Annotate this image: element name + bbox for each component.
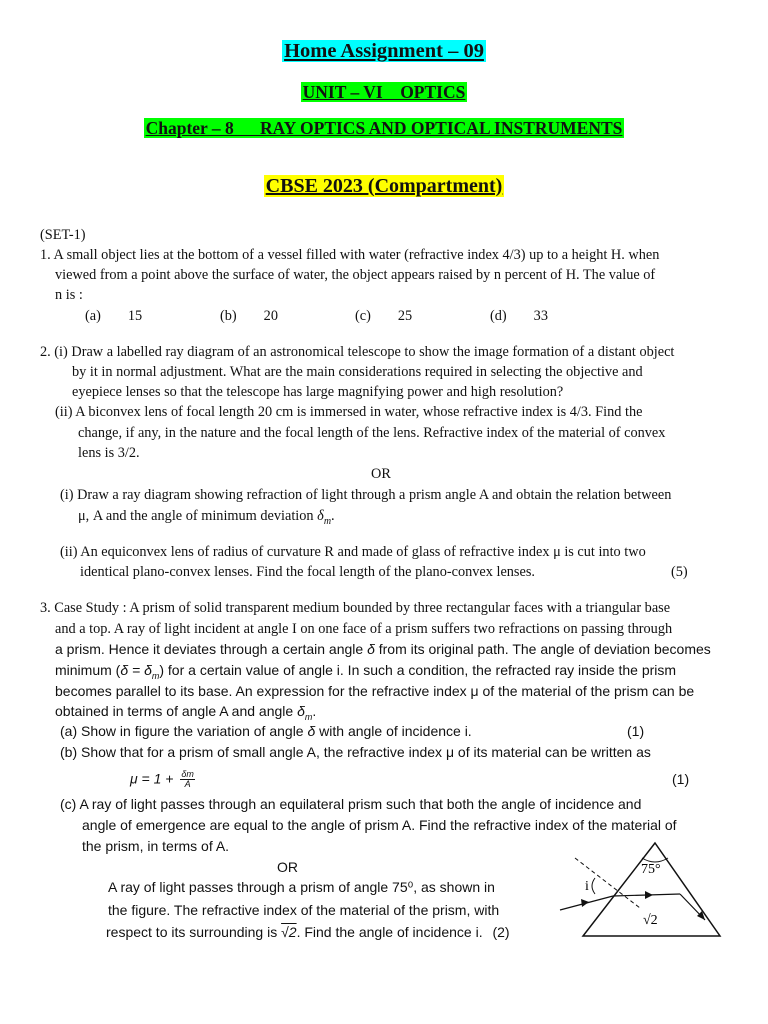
unit-highlight: UNIT – VI OPTICS [302, 82, 466, 102]
q1-option-c [355, 308, 412, 325]
q2-ii-line-2: change, if any, in the nature and the focal length of the lens. Refractive index of the material of convex [78, 425, 666, 441]
text: ) for a certain value of angle i. In such a condition, the refracted ray inside the prism [159, 662, 677, 678]
q3-part-b: (b) Show that for a prism of small angle A, the refractive index μ of its material can be written as [60, 744, 651, 760]
q3-part-b-formula [130, 770, 195, 790]
q3-part-c-line-3: the prism, in terms of A. [82, 838, 230, 854]
prism-figure [545, 838, 735, 948]
text: respect to its surrounding is [106, 924, 278, 940]
delta-symbol: δ [307, 723, 316, 739]
q2-ii-line-1: (ii) A biconvex lens of focal length 20 cm is immersed in water, whose refractive index is 4/3. Find the [55, 404, 643, 420]
option-value: 20 [263, 308, 278, 324]
q3-line-2: and a top. A ray of light incident at angle I on one face of a prism suffers two refractions on passing through [55, 621, 673, 637]
page-title [0, 40, 768, 63]
q1-option-b [220, 308, 278, 325]
unit-heading [0, 82, 768, 103]
q3-part-a [60, 724, 472, 738]
q2-i-line-2: by it in normal adjustment. What are the main considerations required in selecting the objective and [72, 364, 643, 380]
sqrt-two: √2 [281, 924, 297, 940]
option-label: (b) [220, 308, 237, 324]
option-value: 25 [397, 308, 413, 324]
text: a prism. Hence it deviates through a certain angle [55, 641, 364, 657]
q3-alt-line-1: A ray of light passes through a prism of angle 75⁰, as shown in [108, 879, 495, 895]
option-value: 33 [533, 308, 548, 324]
q3-line-3 [55, 642, 711, 656]
formula-lhs: μ = 1 + [130, 770, 174, 787]
set-label: (SET-1) [40, 227, 86, 243]
q3-part-a-marks: (1) [627, 723, 645, 739]
delta-symbol: δ [297, 703, 305, 719]
q3-alt-line-3 [106, 925, 510, 939]
q2-alt-i-line-1: (i) Draw a ray diagram showing refraction of light through a prism angle A and obtain the relation between [60, 487, 672, 503]
refracted-arrow [645, 891, 653, 899]
delta-symbol: δ [317, 508, 324, 524]
q3-part-c-line-1: (c) A ray of light passes through an equilateral prism such that both the angle of incidence and [60, 796, 642, 812]
text: μ, A and the angle of minimum deviation [78, 508, 314, 524]
q3-part-b-marks: (1) [672, 771, 690, 787]
delta-symbol: δ [367, 641, 375, 657]
q3-line-6: obtained in terms of angle A and angle $\delta_m$. [55, 703, 317, 722]
q3-part-c-line-2: angle of emergence are equal to the angle of prism A. Find the refractive index of the material of [82, 817, 677, 833]
q1-option-d [490, 308, 548, 325]
option-label: (a) [85, 308, 101, 324]
option-label: (d) [490, 308, 507, 324]
q2-alt-i-line-2: μ, A and the angle of minimum deviation $\delta_m$. [78, 508, 335, 527]
option-value: 15 [127, 308, 143, 324]
q2-or-label: OR [371, 466, 391, 482]
apex-angle-label: 75° [641, 862, 661, 877]
text: from its original path. The angle of deviation becomes [378, 641, 711, 657]
q2-marks: (5) [671, 564, 688, 580]
option-label: (c) [355, 308, 371, 324]
incidence-angle-arc [592, 878, 595, 894]
exam-highlight: CBSE 2023 (Compartment) [265, 175, 503, 197]
q1-line-1: 1. A small object lies at the bottom of a vessel filled with water (refractive index 4/3) up to a height H. when [40, 247, 660, 263]
fraction-numerator: δm [181, 769, 194, 779]
q3-line-5: becomes parallel to its base. An expression for the refractive index μ of the material of the prism can be [55, 683, 695, 699]
fraction [180, 770, 195, 790]
text: . Find the angle of incidence i. [296, 924, 483, 940]
equation: δ = δ [120, 662, 152, 678]
subscript-m: m [151, 670, 160, 681]
subscript-m: m [304, 711, 313, 722]
q3-line-4 [55, 663, 676, 681]
q3-or-label: OR [277, 859, 298, 875]
incidence-angle-label: i [585, 879, 589, 894]
marks: (2) [492, 924, 510, 940]
subscript-m: m [323, 515, 332, 527]
q2-alt-ii-line-2: identical plano-convex lenses. Find the focal length of the plano-convex lenses. [80, 564, 535, 580]
text: with angle of incidence i. [319, 723, 472, 739]
text: obtained in terms of angle A and angle [55, 703, 294, 719]
q1-option-a [85, 308, 142, 325]
exam-heading [0, 175, 768, 198]
q3-line-1: 3. Case Study : A prism of solid transparent medium bounded by three rectangular faces with a triangular base [40, 600, 671, 616]
text: (a) Show in figure the variation of angle [60, 723, 304, 739]
refractive-index-label: √2 [643, 913, 658, 928]
fraction-denominator: A [184, 779, 191, 790]
chapter-heading [0, 118, 768, 139]
text: minimum ( [55, 662, 121, 678]
q3-alt-line-2: the figure. The refractive index of the material of the prism, with [108, 902, 500, 918]
chapter-highlight: Chapter – 8 RAY OPTICS AND OPTICAL INSTRUMENTS [145, 118, 623, 138]
q1-line-3: n is : [55, 287, 83, 303]
title-highlight: Home Assignment – 09 [284, 40, 484, 62]
q2-i-line-1: 2. (i) Draw a labelled ray diagram of an astronomical telescope to show the image formation of a distant object [40, 344, 675, 360]
q2-ii-line-3: lens is 3/2. [78, 445, 140, 461]
q2-alt-ii-line-1: (ii) An equiconvex lens of radius of curvature R and made of glass of refractive index μ is cut into two [60, 544, 646, 560]
q1-line-2: viewed from a point above the surface of water, the object appears raised by n percent of H. The value of [55, 267, 656, 283]
q2-i-line-3: eyepiece lenses so that the telescope has large magnifying power and high resolution? [72, 384, 564, 400]
